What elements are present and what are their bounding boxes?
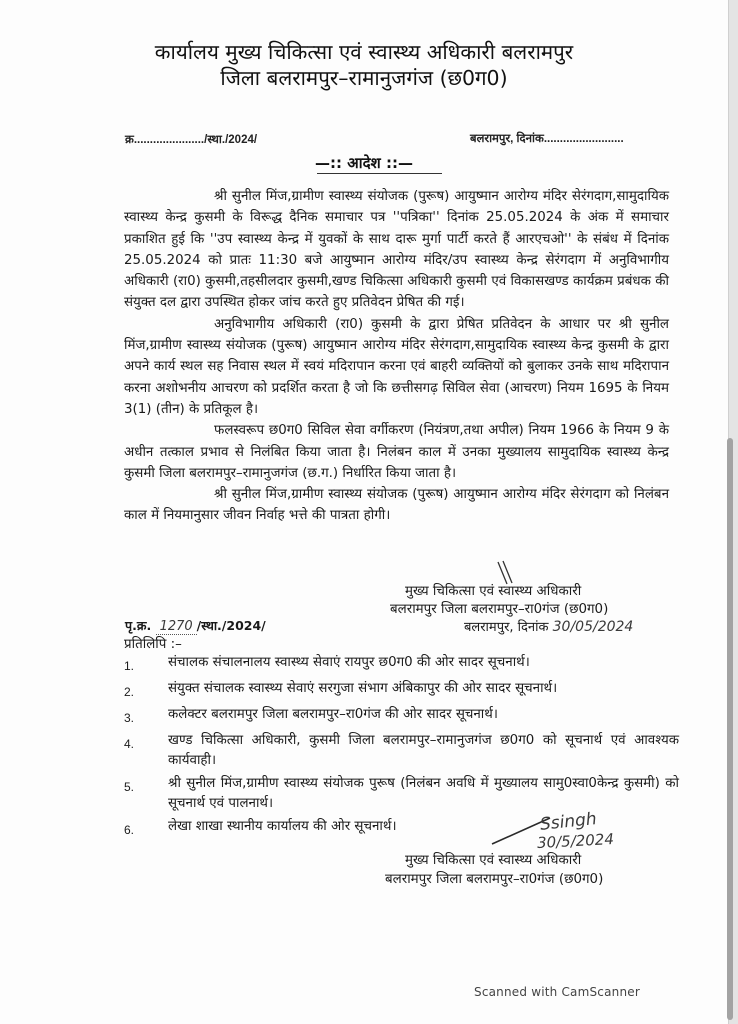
copy-item-text: संचालक संचालनालय स्वास्थ्य सेवाएं रायपुर छ0ग0 की ओर सादर सूचनार्थ।: [168, 655, 530, 670]
copy-item-number: 3.: [124, 711, 135, 725]
copy-item-number: 1.: [124, 659, 135, 673]
endorsement-suffix: /स्था./2024/: [196, 618, 266, 633]
copy-item-number: 5.: [124, 780, 135, 794]
paragraph-allowance: श्री सुनील मिंज,ग्रामीण स्वास्थ्य संयोजक (पुरूष) आयुष्मान आरोग्य मंदिर सेरंगदाग को निलंबन काल में नियमानुसार जीवन निर्वाह भत्ते की पात्रता होगी।: [124, 487, 669, 524]
scrollbar-thumb[interactable]: [727, 438, 733, 1020]
copy-item-text: लेखा शाखा स्थानीय कार्यालय की ओर सूचनार्थ।: [168, 819, 397, 834]
endorsement-place-date-label: बलरामपुर, दिनांक: [464, 620, 553, 635]
reference-number: क्र....................../स्था./2024/: [125, 134, 258, 146]
copy-item-text: संयुक्त संचालक स्वास्थ्य सेवाएं सरगुजा संभाग अंबिकापुर की ओर सादर सूचनार्थ।: [168, 681, 558, 696]
signatory-1-office: बलरामपुर जिला बलरामपुर–रा0गंज (छ0ग0): [390, 602, 609, 617]
paragraph-inquiry: श्री सुनील मिंज,ग्रामीण स्वास्थ्य संयोजक (पुरूष) आयुष्मान आरोग्य मंदिर सेरंगदाग,सामुदायिक स्वास्थ्य केन्द्र कुसमी के विरूद्ध दैनिक समाचार पत्र ''पत्रिका'' दिनांक 25.05.2024 के अंक में समाचार प्रकाशित हुई कि ''उप स्वास्थ्य केन्द्र में युवकों के साथ दारू मुर्गा पार्टी करते हैं आरएचओ'' के संबंध में दिनांक 25.05.2024 को प्रातः 11:30 बजे आयुष्मान आरोग्य मंदिर/उप स्वास्थ्य केन्द्र सेरंगदाग में अनुविभागीय अधिकारी (रा0) कुसमी,तहसीलदार कुसमी,खण्ड चिकित्सा अधिकारी कुसमी एवं विकासखण्ड कार्यक्रम प्रबंधक की संयुक्त दल द्वारा उपस्थित होकर जांच करते हुए प्रतिवेदन प्रेषित की गई।: [124, 189, 669, 311]
endorsement-handwritten-date: 30/05/2024: [552, 619, 634, 635]
endorsement-place-date: [464, 617, 633, 635]
order-title-underline: [317, 173, 442, 174]
order-title: —:: आदेश ::—: [315, 154, 413, 172]
order-body: [124, 186, 669, 527]
copy-list-item: [124, 705, 679, 728]
signatory-1-title: मुख्य चिकित्सा एवं स्वास्थ्य अधिकारी: [405, 584, 582, 599]
copy-item-text: श्री सुनील मिंज,ग्रामीण स्वास्थ्य संयोजक पुरूष (निलंबन अवधि में मुख्यालय सामु0स्वा0केन्द्र कुसमी) को सूचनार्थ एवं पालनार्थ।: [168, 776, 679, 811]
endorsement-number-line: [125, 617, 266, 634]
signature-date: 30/5/2024: [536, 829, 615, 853]
copy-item-text: खण्ड चिकित्सा अधिकारी, कुसमी जिला बलरामपुर–रामानुजगंज छ0ग0 को सूचनार्थ एवं आवश्यक कार्यवाही।: [168, 733, 679, 768]
copy-item-text: कलेक्टर बलरामपुर जिला बलरामपुर–रा0गंज की ओर सादर सूचनार्थ।: [168, 707, 498, 722]
copy-list-item: [124, 679, 679, 702]
endorsement-handwritten-number: 1270: [156, 619, 197, 635]
copy-heading: प्रतिलिपि :–: [124, 637, 182, 652]
place-date-blank: बलरामपुर, दिनांक.........................: [470, 133, 624, 145]
copy-item-number: 2.: [124, 685, 135, 699]
office-header-line-1: कार्यालय मुख्य चिकित्सा एवं स्वास्थ्य अधिकारी बलरामपुर: [154, 40, 574, 64]
copy-item-number: 6.: [124, 823, 135, 837]
copy-list-item: [124, 731, 679, 771]
signatory-2-title: मुख्य चिकित्सा एवं स्वास्थ्य अधिकारी: [405, 853, 582, 868]
paragraph-findings: अनुविभागीय अधिकारी (रा0) कुसमी के द्वारा प्रेषित प्रतिवेदन के आधार पर श्री सुनील मिंज,ग्रामीण स्वास्थ्य संयोजक (पुरूष) आयुष्मान आरोग्य मंदिर सेरंगदाग,सामुदायिक स्वास्थ्य केन्द्र कुसमी के द्वारा अपने कार्य स्थल सह निवास स्थल में स्वयं मदिरापान करना एवं बाहरी व्यक्तियों को बुलाकर उनके साथ मदिरापान करना अशोभनीय आचरण को प्रदर्शित करता है जो कि छत्तीसगढ़ सिविल सेवा (आचरण) नियम 1695 के नियम 3(1) (तीन) के प्रतिकूल है।: [124, 316, 669, 417]
office-header-line-2: जिला बलरामपुर–रामानुजगंज (छ0ग0): [220, 66, 508, 90]
copy-list-item: [124, 653, 679, 676]
copy-item-number: 4.: [124, 737, 135, 751]
signature-name: Ssingh: [539, 809, 598, 835]
endorsement-prefix: पृ.क्र.: [125, 618, 156, 633]
paragraph-suspension: फलस्वरूप छ0ग0 सिविल सेवा वर्गीकरण (नियंत्रण,तथा अपील) नियम 1966 के नियम 9 के अधीन तत्काल प्रभाव से निलंबित किया जाता है। निलंबन काल में उनका मुख्यालय सामुदायिक स्वास्थ्य केन्द्र कुसमी जिला बलरामपुर–रामानुजगंज (छ.ग.) निर्धारित किया जाता है।: [124, 423, 669, 481]
signatory-2-office: बलरामपुर जिला बलरामपुर–रा0गंज (छ0ग0): [385, 872, 604, 887]
camscanner-watermark: Scanned with CamScanner: [474, 985, 640, 999]
